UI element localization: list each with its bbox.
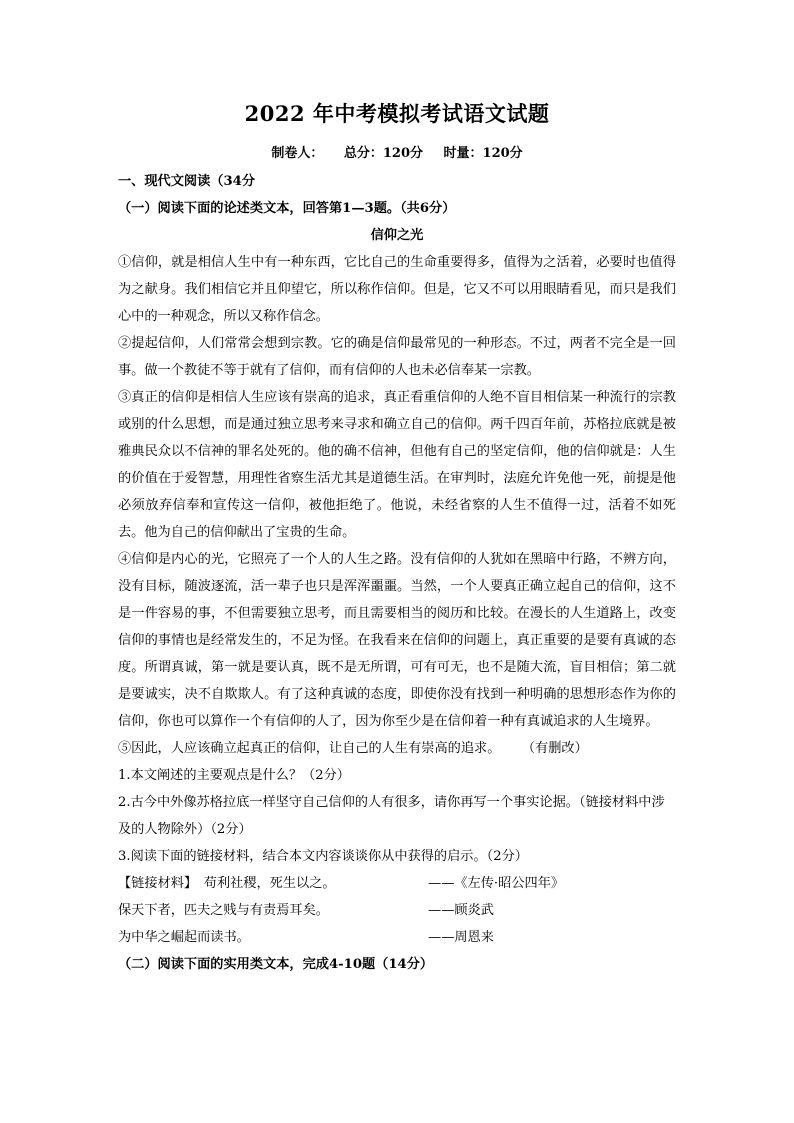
question-2: 2.古今中外像苏格拉底一样坚守自己信仰的人有很多，请你再写一个事实论据。（链接材料中涉及的人物除外）（2分） bbox=[118, 795, 665, 837]
part2-heading: （二）阅读下面的实用类文本，完成4-10题（14分） bbox=[118, 957, 434, 972]
paragraph-4: ④信仰是内心的光，它照亮了一个人的人生之路。没有信仰的人犹如在黑暗中行路，不辨方向，没有目标，随波逐流，活一辈子也只是浑浑噩噩。当然，一个人要真正确立起自己的信仰，这不是一件容易的事，不但需要独立思考，而且需要相当的阅历和比较。在漫长的人生道路上，改变信仰的事情也是经常发生的，不足为怪。在我看来在信仰的问题上，真正重要的是要有真诚的态度。所谓真诚，第一就是要认真，既不是无所谓，可有可无，也不是随大流，盲目相信；第二就是要诚实，决不自欺欺人。有了这种真诚的态度，即使你没有找到一种明确的思想形态作为你的信仰，你也可以算作一个有信仰的人了，因为你至少是在信仰着一种有真诚追求的人生境界。 bbox=[118, 552, 676, 729]
exam-meta bbox=[118, 142, 676, 161]
link-material-row bbox=[118, 870, 676, 897]
link-material-quote: 为中华之崛起而读书。 bbox=[118, 930, 250, 945]
link-material-quote: 【链接材料】 苟利社稷，死生以之。 bbox=[118, 876, 336, 891]
exam-title: 2022 年中考模拟考试语文试题 bbox=[244, 101, 550, 126]
edit-note: （有删改） bbox=[528, 741, 588, 756]
paragraph-2: ②提起信仰，人们常常会想到宗教。它的确是信仰最常见的一种形态。不过，两者不完全是一回事。做一个教徒不等于就有了信仰，而有信仰的人也未必信奉某一宗教。 bbox=[118, 336, 676, 378]
author-label: 制卷人： bbox=[271, 146, 324, 161]
exam-time: 时量：120分 bbox=[443, 146, 523, 161]
paragraph-3: ③真正的信仰是相信人生应该有崇高的追求，真正看重信仰的人绝不盲目相信某一种流行的宗教或别的什么思想，而是通过独立思考来寻求和确立自己的信仰。两千四百年前，苏格拉底就是被雅典民众以不信神的罪名处死的。他的确不信神，但他有自己的坚定信仰，他的信仰就是：人生的价值在于爱智慧，用理性省察生活尤其是道德生活。在审判时，法庭允许免他一死，前提是他必须放弃信奉和宣传这一信仰，被他拒绝了。他说，未经省察的人生不值得一过，活着不如死去。他为自己的信仰献出了宝贵的生命。 bbox=[118, 390, 676, 540]
paragraph-5 bbox=[118, 735, 676, 762]
question-1: 1.本文阐述的主要观点是什么？（2分） bbox=[118, 768, 350, 783]
question-3: 3.阅读下面的链接材料，结合本文内容谈谈你从中获得的启示。（2分） bbox=[118, 849, 528, 864]
link-material-row bbox=[118, 924, 676, 951]
link-material-source: ——周恩来 bbox=[428, 930, 494, 945]
section1-heading: 一、现代文阅读（34分 bbox=[118, 174, 256, 189]
paragraph-5-text: ⑤因此，人应该确立起真正的信仰，让自己的人生有崇高的追求。 bbox=[118, 741, 501, 756]
link-material-row bbox=[118, 897, 676, 924]
paragraph-1: ①信仰，就是相信人生中有一种东西，它比自己的生命重要得多，值得为之活着，必要时也值得为之献身。我们相信它并且仰望它，所以称作信仰。但是，它又不可以用眼睛看见，而只是我们心中的一种观念，所以又称作信念。 bbox=[118, 255, 676, 324]
total-score: 总分：120分 bbox=[343, 146, 423, 161]
article-title: 信仰之光 bbox=[370, 228, 424, 243]
link-material-source: ——《左传·昭公四年》 bbox=[428, 876, 565, 891]
link-material-source: ——顾炎武 bbox=[428, 903, 494, 918]
link-material-quote: 保天下者，匹夫之贱与有责焉耳矣。 bbox=[118, 903, 329, 918]
part1-heading: （一）阅读下面的论述类文本，回答第1—3题。（共6分） bbox=[118, 201, 456, 216]
